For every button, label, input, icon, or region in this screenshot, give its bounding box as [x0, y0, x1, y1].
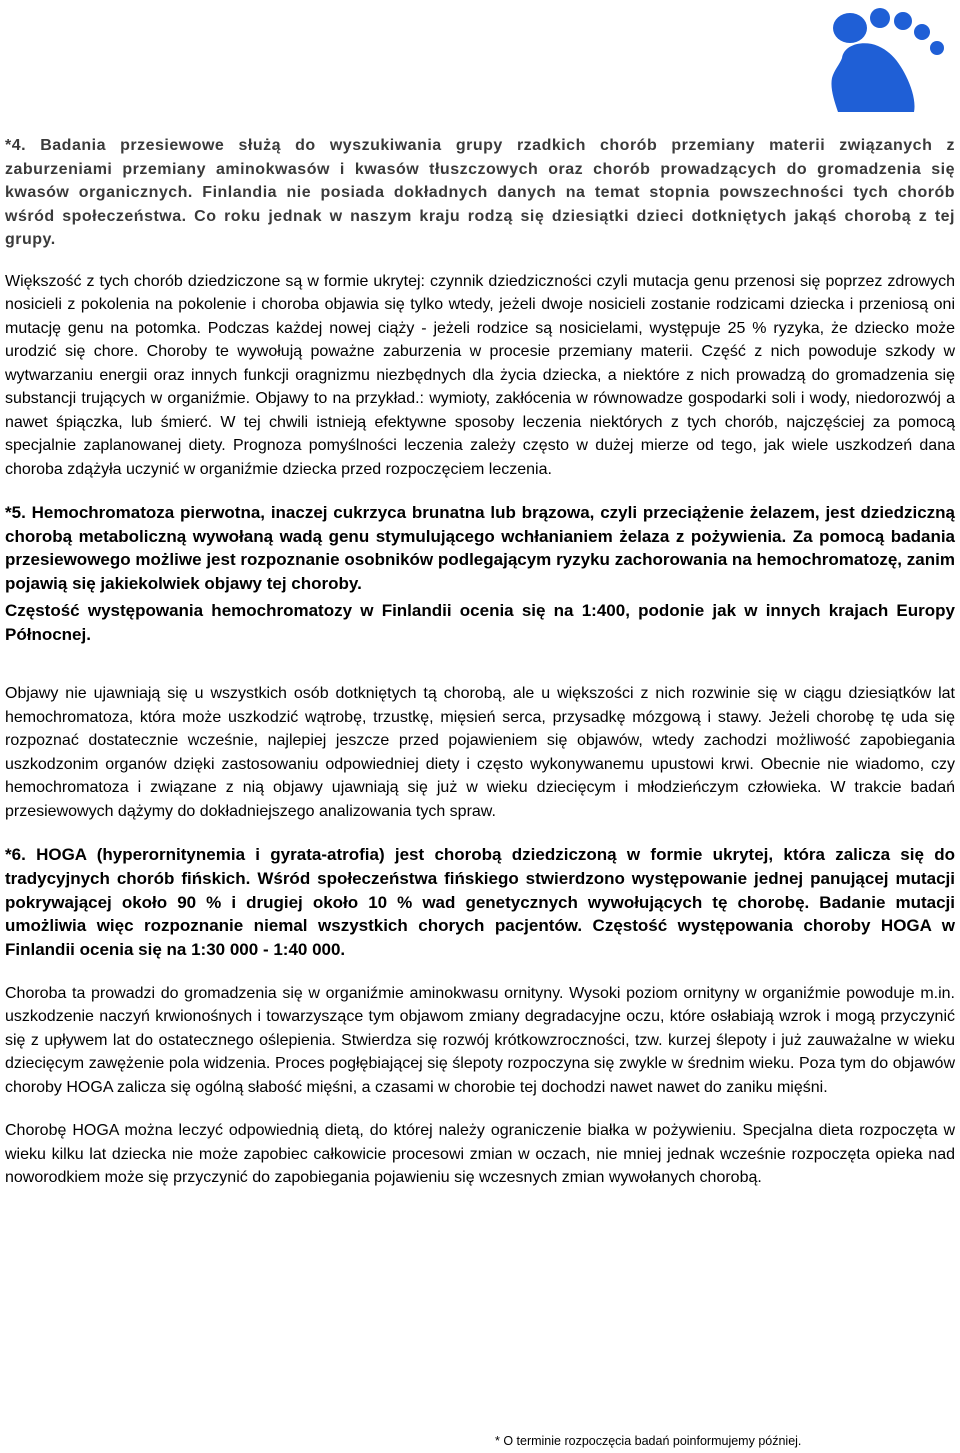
footnote: * O terminie rozpoczęcia badań poinformujemy później.	[495, 1434, 802, 1448]
section-5-frequency: Częstość występowania hemochromatozy w Finlandii ocenia się na 1:400, podonie jak w innych krajach Europy Północnej.	[5, 600, 955, 644]
document-body	[5, 134, 955, 1190]
section-6-intro: *6. HOGA (hyperornitynemia i gyrata-atrofia) jest chorobą dziedziczoną w formie ukrytej, która zalicza się do tradycyjnych chorób fińskich. Wśród społeczeństwa fińskiego stwierdzono występowanie jednej panującej mutacji pokrywającej około 90 % i drugiej około 10 % wad genetycznych wywołujących tę chorobę. Badanie mutacji umożliwia więc rozpoznanie niemal wszystkich chorych pacjentów. Częstość występowania choroby HOGA w Finlandii ocenia się na 1:30 000 - 1:40 000.	[5, 845, 955, 960]
footprint-icon	[782, 0, 960, 112]
section-5-intro: *5. Hemochromatoza pierwotna, inaczej cukrzyca brunatna lub brązowa, czyli przeciążenie żelazem, jest dziedziczną chorobą metaboliczną wywołaną wadą genu stymulującego wchłanianiem żelaza z pożywienia. Za pomocą badania przesiewowego możliwe jest rozpoznanie osobników podlegającym ryzyku zachorowania na hemochromatozę, zanim pojawią się jakiekolwiek objawy tej choroby.	[5, 503, 955, 594]
section-6-treatment: Chorobę HOGA można leczyć odpowiednią dietą, do której należy ograniczenie białka w pożywieniu. Specjalna dieta rozpoczęta w wieku kilku lat dziecka nie może zapobiec całkowicie procesowi zmian w oczach, nie mniej jednak wcześnie rozpoczęta opieka nad noworodkiem może się przyczynić do zapobiegania pojawieniu się wczesnych zmian wywołanych chorobą.	[5, 1122, 955, 1187]
section-4-body: Większość z tych chorób dziedziczone są w formie ukrytej: czynnik dziedziczności czyli mutacja genu przenosi się poprzez zdrowych nosicieli z pokolenia na pokolenie i choroba objawia się tylko wtedy, jeżeli dwoje nosicieli zostanie rodzicami dziecka i przeniosą oni mutację genu na potomka. Podczas każdej nowej ciąży - jeżeli rodzice są nosicielami, występuje 25 % ryzyka, że dziecko może urodzić się chore. Choroby te wywołują poważne zaburzenia w procesie przemiany materii. Część z nich powoduje szkody w wytwarzaniu energii oraz innych funkcji oragnizmu niezbędnych dla życia dziecka, a niektóre z nich prowadzą do gromadzenia się substancji trujących w organiźmie. Objawy to na przykład.: wymioty, zakłócenia w równowadze gospodarki soli i wody, niedorozwój a nawet śpiączka, lub śmierć. W tej chwili istnieją efektywne sposoby leczenia niektórych z tych chorób, najczęściej za pomocą specjalnie zaplanowanej diety. Prognoza pomyślności leczenia zależy często w dużej mierze od tego, jak wiele uszkodzeń dana choroba zdążyła uczynić w organiźmie dziecka przed rozpoczęciem leczenia.	[5, 272, 955, 478]
section-6-body: Choroba ta prowadzi do gromadzenia się w organiźmie aminokwasu ornityny. Wysoki poziom ornityny w organiźmie powoduje m.in. uszkodzenie naczyń krwionośnych i towarzyszące tym objawom zmiany degradacyjne oczu, które osłabiają wzrok i mogą przyczynić się z upływem lat do ostatecznego oślepienia. Stwierdza się rozwój krótkowzroczności, tzw. kurzej ślepoty i już zauważalne w wieku dziecięcym zawężenie pola widzenia. Proces pogłębiającej się ślepoty rozpoczyna się zwykle w średnim wieku. Poza tym do objawów choroby HOGA zalicza się ogólną słabość mięśni, a czasami w chorobie tej dochodzi nawet nawet do zaniku mięśni.	[5, 984, 955, 1096]
section-4-intro: *4. Badania przesiewowe służą do wyszukiwania grupy rzadkich chorób przemiany materii związanych z zaburzeniami przemiany aminokwasów i kwasów tłuszczowych oraz chorób prowadzących do gromadzenia się kwasów organicznych. Finlandia nie posiada dokładnych danych na temat stopnia powszechności tych chorób wśród społeczeństwa. Co roku jednak w naszym kraju rodzą się dziesiątki dzieci dotkniętych jakąś chorobą z tej grupy.	[5, 137, 955, 248]
section-5-body: Objawy nie ujawniają się u wszystkich osób dotkniętych tą chorobą, ale u większości z nich rozwinie się w ciągu dziesiątków lat hemochromatoza, która może uszkodzić wątrobę, trzustkę, mięsień serca, przysadkę mózgową i stawy. Jeżeli chorobę tę uda się rozpoznać dostatecznie wcześnie, najlepiej jeszcze przed pojawieniem się objawów, wtedy zachodzi możliwość zapobiegania uszkodzonim organów dzięki zastosowaniu odpowiedniej diety i często wykonywanemu upustowi krwi. Obecnie nie wiadomo, czy hemochromatoza i związane z nią objawy ujawniają się już w wieku dziecięcym i młodzieńczym człowieka. W trakcie badań przesiewowych dążymy do dokładniejszego analizowania tych spraw.	[5, 685, 955, 820]
